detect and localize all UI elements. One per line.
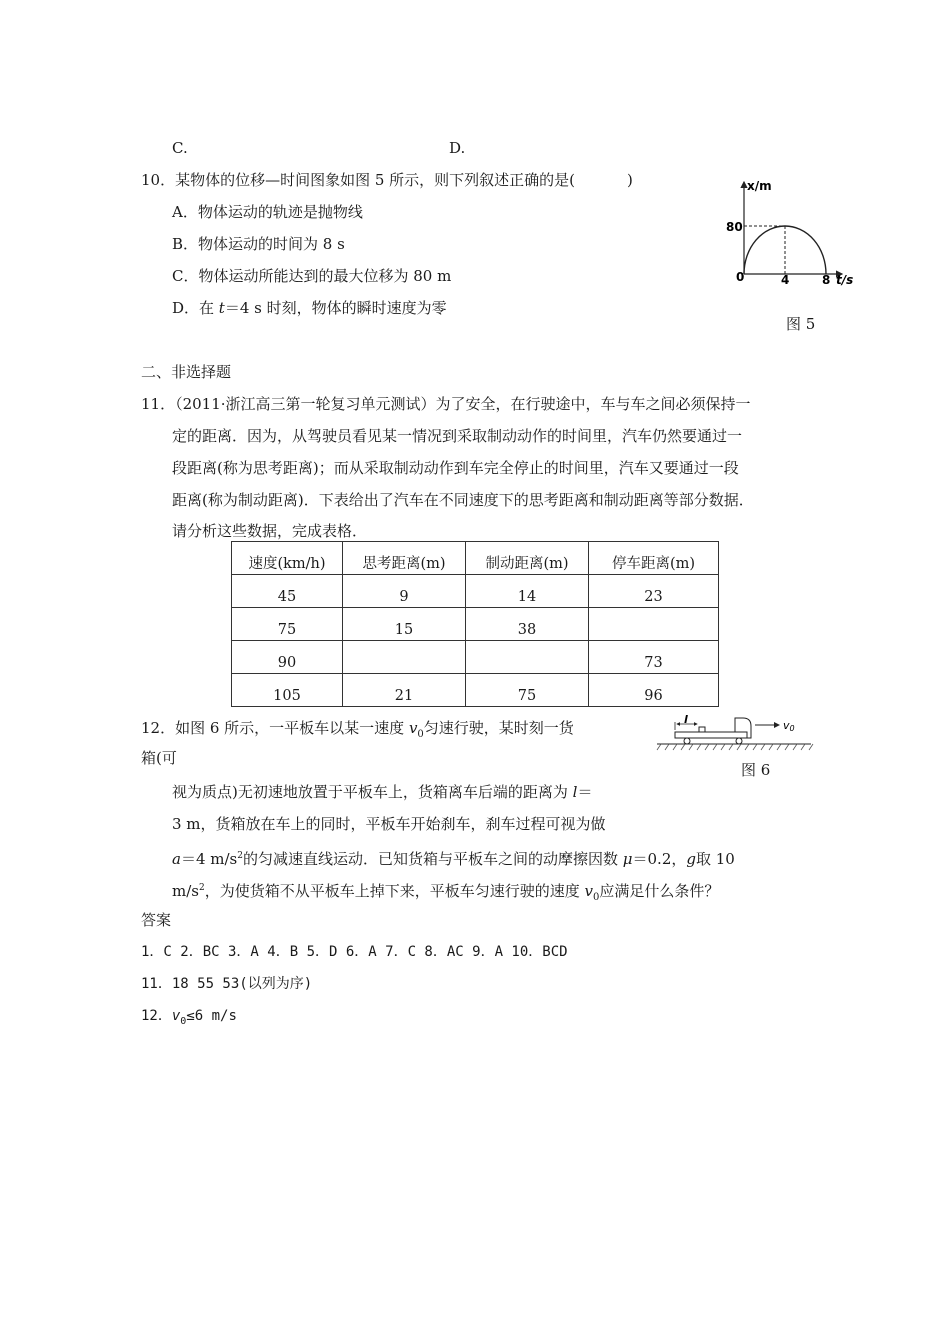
answers-line-3-post: ≤6 m/s [186, 1008, 237, 1024]
q12-line-1 [141, 718, 574, 745]
q12-line-5-text2: ＝0.2， [632, 850, 687, 868]
answers-line-1: 1．C 2．BC 3．A 4．B 5．D 6．A 7．C 8．AC 9．A 10．BCD [141, 944, 568, 960]
table-cell [589, 608, 719, 641]
q11-line-4: 距离(称为制动距离)．下表给出了汽车在不同速度下的思考距离和制动距离等部分数据． [172, 491, 754, 509]
q10-stem [141, 170, 633, 190]
q12-line-3-post: ＝ [577, 783, 593, 801]
q12-line-6-mid: ，为使货箱不从平板车上掉下来，平板车匀速行驶的速度 [204, 882, 585, 900]
figure-6-diagram [655, 712, 815, 754]
y-tick-80: 80 [726, 220, 743, 234]
q10-option-c: C．物体运动所能达到的最大位移为 80 m [172, 267, 452, 285]
table-cell: 15 [343, 608, 466, 641]
y-axis-label: x/m [747, 179, 772, 193]
q12-line-5 [172, 846, 735, 869]
figure-5-label: 图 5 [786, 315, 816, 333]
answers-v0-var: v [171, 1008, 181, 1024]
q10-paren-close: ) [627, 171, 633, 189]
table-cell: 105 [232, 674, 343, 707]
table-cell: 96 [589, 674, 719, 707]
q12-line-5-text1: 的匀减速直线运动．已知货箱与平板车之间的动摩擦因数 [242, 850, 623, 868]
q12-line-4: 3 m，货箱放在车上的同时，平板车开始刹车，刹车过程可视为做 [172, 815, 606, 833]
q12-v0-var-2: v [584, 882, 593, 900]
q11-line-5: 请分析这些数据，完成表格． [172, 522, 368, 540]
q12-line-3 [172, 782, 592, 802]
table-cell: 45 [232, 575, 343, 608]
table-cell: 9 [343, 575, 466, 608]
q12-line-1-pre: 12．如图 6 所示，一平板车以某一速度 [141, 719, 409, 737]
answers-line-2: 11．18 55 53(以列为序) [141, 976, 313, 992]
option-c-prev: C. [172, 139, 188, 157]
x-axis-label: t/s [836, 273, 854, 287]
table-cell: 73 [589, 641, 719, 674]
v0-label [783, 719, 795, 733]
table-cell: 90 [232, 641, 343, 674]
q10-option-b: B．物体运动的时间为 8 s [172, 235, 345, 253]
table-row [232, 575, 719, 608]
q10-option-d [172, 298, 447, 318]
q10-stem-text: 10．某物体的位移—时间图象如图 5 所示，则下列叙述正确的是( [141, 171, 576, 189]
truck-bed [675, 732, 747, 738]
v0-label-sub: 0 [789, 724, 795, 733]
q10-option-d-pre: D．在 [172, 299, 219, 317]
l-label: l [684, 713, 688, 726]
answers-line-3-pre: 12． [141, 1008, 172, 1024]
q12-line-6 [172, 878, 719, 908]
q10-option-d-post: ＝4 s 时刻，物体的瞬时速度为零 [224, 299, 447, 317]
q12-l-var: l [572, 783, 578, 801]
table-row [232, 608, 719, 641]
origin-label: 0 [736, 270, 745, 284]
x-tick-8: 8 [822, 273, 831, 287]
table-row [232, 641, 719, 674]
rear-wheel [684, 738, 690, 744]
table-cell: 75 [232, 608, 343, 641]
table-cell: 21 [343, 674, 466, 707]
figure-6-label: 图 6 [741, 761, 771, 779]
table-cell: 38 [466, 608, 589, 641]
q11-line-3: 段距离(称为思考距离)；而从采取制动动作到车完全停止的时间里，汽车又要通过一段 [172, 459, 739, 477]
q11-line-2: 定的距离．因为，从驾驶员看见某一情况到采取制动动作的时间里，汽车仍然要通过一 [172, 427, 743, 445]
answers-v0-sub: 0 [180, 1015, 187, 1027]
answers-title: 答案 [141, 911, 172, 929]
table-cell [343, 641, 466, 674]
q11-data-table [231, 541, 719, 707]
table-cell: 75 [466, 674, 589, 707]
table-row [232, 674, 719, 707]
figure-5-graph [722, 174, 862, 292]
q12-line-1-post: 匀速行驶，某时刻一货 [423, 719, 574, 737]
q11-line-1: 11．（2011·浙江高三第一轮复习单元测试）为了安全，在行驶途中，车与车之间必须保持一 [141, 395, 751, 413]
section-2-heading: 二、非选择题 [141, 363, 232, 381]
cargo-box [699, 727, 705, 732]
ground-hatch [657, 744, 813, 750]
q12-a-sup: 2 [237, 851, 243, 861]
q12-a-var: a [172, 850, 181, 868]
q12-a-value: ＝4 m/s [180, 850, 238, 868]
table-header-cell: 思考距离(m) [343, 542, 466, 575]
q12-line-2: 箱(可 [141, 749, 177, 767]
table-header-cell: 速度(km/h) [232, 542, 343, 575]
q12-v0-var: v [408, 719, 418, 737]
q12-line-6-pre: m/s [172, 882, 199, 900]
table-cell: 14 [466, 575, 589, 608]
table-header-cell: 制动距离(m) [466, 542, 589, 575]
answers-line-3 [141, 1006, 237, 1032]
q12-line-6-sup: 2 [198, 883, 205, 893]
q12-v0-sub-2: 0 [592, 892, 600, 903]
option-d-prev: D. [449, 139, 466, 157]
q10-option-a: A．物体运动的轨迹是抛物线 [172, 203, 363, 221]
table-cell [466, 641, 589, 674]
q12-g-var: g [686, 850, 696, 868]
q12-line-3-pre: 视为质点)无初速地放置于平板车上，货箱离车后端的距离为 [172, 783, 573, 801]
q12-line-5-text3: 取 10 [695, 850, 735, 868]
q10-option-d-var: t [218, 299, 225, 317]
front-wheel [736, 738, 742, 744]
table-cell: 23 [589, 575, 719, 608]
table-header-cell: 停车距离(m) [589, 542, 719, 575]
q12-line-6-post: 应满足什么条件？ [599, 882, 720, 900]
x-tick-4: 4 [781, 273, 790, 287]
v0-label-main: v [783, 719, 790, 732]
q12-mu-var: μ [622, 850, 633, 868]
table-header-row [232, 542, 719, 575]
q12-v0-sub: 0 [417, 729, 424, 740]
